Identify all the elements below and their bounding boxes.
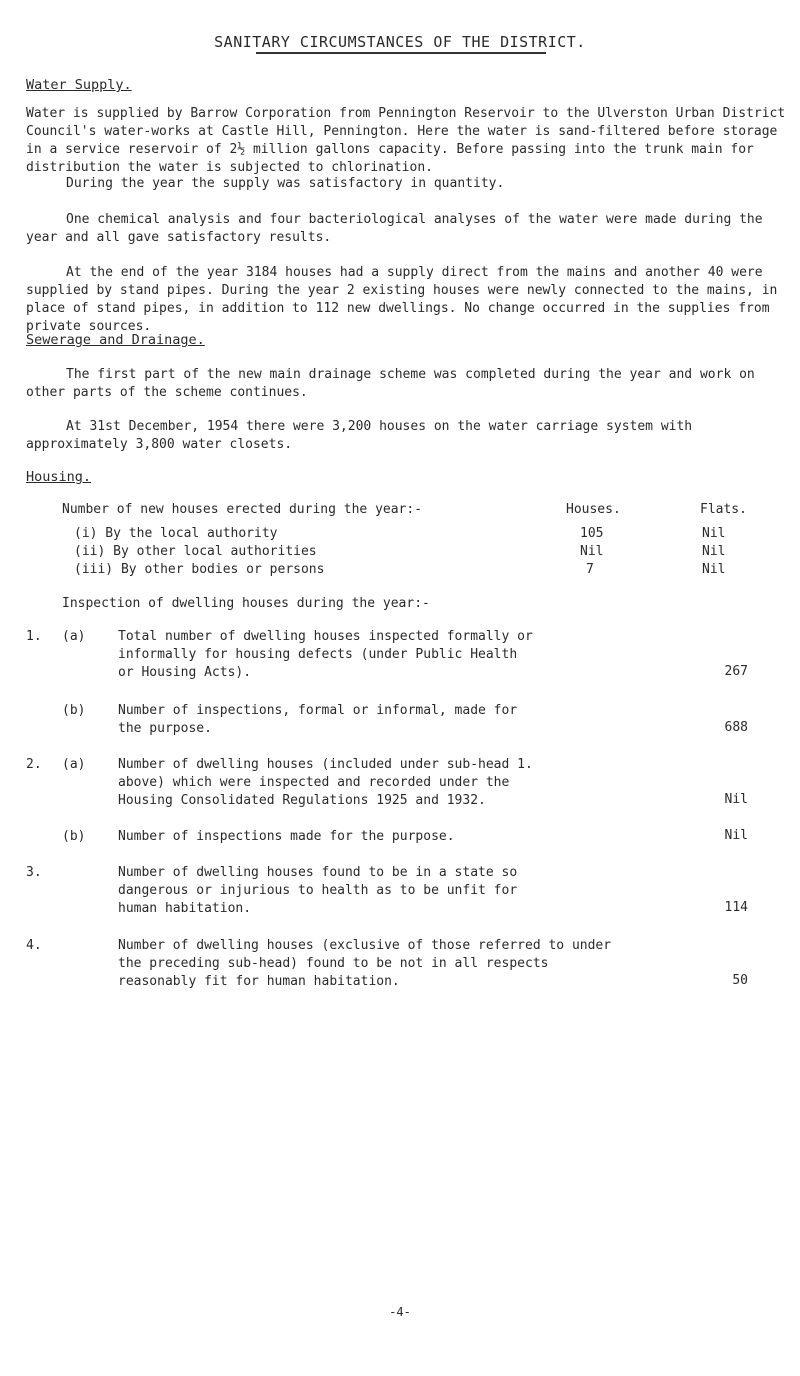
item-value: 50 <box>732 973 748 988</box>
title-underline <box>256 52 546 54</box>
item-text: Number of dwelling houses (exclusive of those referred to under the preceding sub-head) found to be not in all respects reasonably fit for human habitation. <box>118 938 612 989</box>
water-paragraph-3: One chemical analysis and four bacteriological analyses of the water were made during the year and all gave satisfactory results. <box>26 212 763 245</box>
item-value: 267 <box>724 664 748 679</box>
page-title: SANITARY CIRCUMSTANCES OF THE DISTRICT. <box>214 33 586 51</box>
new-houses-row-houses: Nil <box>580 544 604 559</box>
column-header-houses: Houses. <box>566 502 621 517</box>
item-text: Number of dwelling houses found to be in a state so dangerous or injurious to health as to be unfit for human habitation. <box>118 865 518 916</box>
new-houses-row-flats: Nil <box>702 544 726 559</box>
new-houses-row-label: (iii) By other bodies or persons <box>74 562 325 577</box>
item-subhead: (a) <box>62 757 86 772</box>
item-subhead: (b) <box>62 703 86 718</box>
inspection-label: Inspection of dwelling houses during the year:- <box>62 596 430 611</box>
new-houses-row-houses: 7 <box>586 562 594 577</box>
item-value: 688 <box>724 720 748 735</box>
item-text: Total number of dwelling houses inspected formally or informally for housing defects (under Public Health or Housing Acts). <box>118 629 533 680</box>
item-number: 1. <box>26 629 42 644</box>
housing-heading: Housing. <box>26 469 92 485</box>
item-number: 2. <box>26 757 42 772</box>
item-value: 114 <box>724 900 748 915</box>
page-number: -4- <box>389 1305 411 1319</box>
item-value: Nil <box>724 792 748 807</box>
item-subhead: (a) <box>62 629 86 644</box>
item-value: Nil <box>724 828 748 843</box>
water-paragraph-2: During the year the supply was satisfactory in quantity. <box>66 176 505 191</box>
water-supply-heading: Water Supply. <box>26 77 132 93</box>
item-subhead: (b) <box>62 829 86 844</box>
item-text: Number of inspections made for the purpose. <box>118 829 455 844</box>
sewerage-heading: Sewerage and Drainage. <box>26 332 205 348</box>
item-number: 4. <box>26 938 42 953</box>
new-houses-label: Number of new houses erected during the year:- <box>62 502 423 517</box>
item-text: Number of dwelling houses (included under sub-head 1. above) which were inspected and recorded under the Housing Consolidated Regulations 1925 and 1932. <box>118 757 533 808</box>
sewerage-paragraph-2: At 31st December, 1954 there were 3,200 houses on the water carriage system with approximately 3,800 water closets. <box>26 419 693 452</box>
new-houses-row-label: (ii) By other local authorities <box>74 544 317 559</box>
sewerage-paragraph-1: The first part of the new main drainage scheme was completed during the year and work on other parts of the scheme continues. <box>26 367 755 400</box>
item-number: 3. <box>26 865 42 880</box>
water-paragraph-1: Water is supplied by Barrow Corporation from Pennington Reservoir to the Ulverston Urban District Council's water-works at Castle Hill, Pennington. Here the water is sand-filtered before storage in a service reservoir of 2½ million gallons capacity. Before passing into the trunk main for distribution the water is subjected to chlorination. <box>26 106 786 175</box>
new-houses-row-flats: Nil <box>702 562 726 577</box>
new-houses-row-houses: 105 <box>580 526 604 541</box>
column-header-flats: Flats. <box>700 502 747 517</box>
new-houses-row-label: (i) By the local authority <box>74 526 278 541</box>
water-paragraph-4: At the end of the year 3184 houses had a supply direct from the mains and another 40 were supplied by stand pipes. During the year 2 existing houses were newly connected to the mains, in place of stand pipes, in addition to 112 new dwellings. No change occurred in the supplies from private sources. <box>26 265 778 334</box>
new-houses-row-flats: Nil <box>702 526 726 541</box>
item-text: Number of inspections, formal or informal, made for the purpose. <box>118 703 518 736</box>
